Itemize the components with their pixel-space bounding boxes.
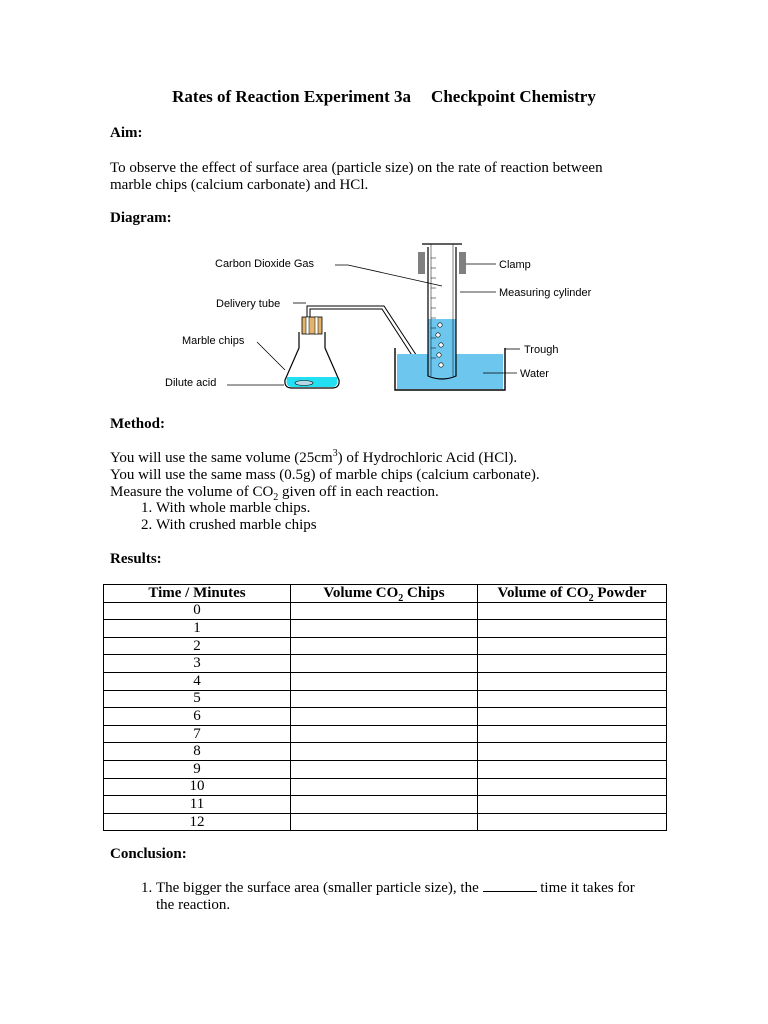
powder-volume-cell[interactable] <box>478 796 667 814</box>
time-cell: 3 <box>104 655 291 673</box>
results-table <box>103 584 667 831</box>
chips-volume-cell[interactable] <box>291 655 478 673</box>
method-line-1: You will use the same volume $(25cm^3)$ of Hydrochloric Acid (HCl). <box>110 448 518 466</box>
aim-text <box>110 160 670 194</box>
time-cell: 0 <box>104 602 291 620</box>
time-cell: 5 <box>104 690 291 708</box>
aim-line-1: To observe the effect of surface area (particle size) on the rate of reaction between <box>110 160 603 176</box>
powder-volume-cell[interactable] <box>478 708 667 726</box>
label-delivery-tube: Delivery tube <box>216 298 281 310</box>
method-heading: Method: <box>110 416 165 432</box>
method-line-2: You will use the same mass (0.5g) of marble chips (calcium carbonate). <box>110 467 540 483</box>
powder-volume-cell[interactable] <box>478 690 667 708</box>
time-cell: 1 <box>104 620 291 638</box>
label-clamp: Clamp <box>499 259 531 271</box>
time-cell: 12 <box>104 813 291 831</box>
chips-volume-cell[interactable] <box>291 778 478 796</box>
powder-volume-cell[interactable] <box>478 602 667 620</box>
time-cell: 7 <box>104 725 291 743</box>
table-row <box>104 672 667 690</box>
chips-volume-cell[interactable] <box>291 725 478 743</box>
table-row <box>104 760 667 778</box>
powder-volume-cell[interactable] <box>478 655 667 673</box>
label-dilute-acid: Dilute acid <box>165 377 217 389</box>
powder-volume-cell[interactable] <box>478 725 667 743</box>
conclusion-list <box>110 879 635 914</box>
time-cell: 8 <box>104 743 291 761</box>
method-steps <box>110 500 317 534</box>
label-water: Water <box>520 368 549 380</box>
chips-volume-cell[interactable] <box>291 708 478 726</box>
results-heading: Results: <box>110 551 162 567</box>
time-cell: 4 <box>104 672 291 690</box>
method-step: 2. With crushed marble chips <box>156 517 317 534</box>
col-volume-powder: Volume of $CO_2$ Powder <box>478 585 667 603</box>
aim-line-2: marble chips (calcium carbonate) and HCl. <box>110 177 369 193</box>
chips-volume-cell[interactable] <box>291 602 478 620</box>
chips-volume-cell[interactable] <box>291 760 478 778</box>
clamp-right <box>459 252 466 274</box>
aim-heading: Aim: <box>110 125 143 141</box>
table-row <box>104 620 667 638</box>
time-cell: 10 <box>104 778 291 796</box>
method-text <box>110 450 670 501</box>
powder-volume-cell[interactable] <box>478 813 667 831</box>
label-marble-chips: Marble chips <box>182 335 245 347</box>
marble-chips-shape <box>295 381 313 386</box>
chips-volume-cell[interactable] <box>291 796 478 814</box>
clamp-left <box>418 252 425 274</box>
label-measuring-cylinder: Measuring cylinder <box>499 287 592 299</box>
page-title <box>0 88 768 105</box>
answer-blank[interactable] <box>483 879 537 892</box>
label-trough: Trough <box>524 344 559 356</box>
table-row <box>104 796 667 814</box>
table-row <box>104 743 667 761</box>
method-line-3: Measure the volume of $CO_2$ given off in each reaction. <box>110 484 439 503</box>
time-cell: 9 <box>104 760 291 778</box>
chips-volume-cell[interactable] <box>291 620 478 638</box>
powder-volume-cell[interactable] <box>478 760 667 778</box>
powder-volume-cell[interactable] <box>478 743 667 761</box>
table-row <box>104 690 667 708</box>
chips-volume-cell[interactable] <box>291 690 478 708</box>
table-row <box>104 725 667 743</box>
table-header-row <box>104 585 667 603</box>
time-cell: 2 <box>104 637 291 655</box>
powder-volume-cell[interactable] <box>478 620 667 638</box>
chips-volume-cell[interactable] <box>291 672 478 690</box>
table-row <box>104 708 667 726</box>
powder-volume-cell[interactable] <box>478 778 667 796</box>
chips-volume-cell[interactable] <box>291 743 478 761</box>
apparatus-diagram <box>160 238 610 398</box>
time-cell: 11 <box>104 796 291 814</box>
col-time: Time / Minutes <box>104 585 291 603</box>
conical-flask <box>285 317 339 388</box>
table-row <box>104 637 667 655</box>
chips-volume-cell[interactable] <box>291 637 478 655</box>
chips-volume-cell[interactable] <box>291 813 478 831</box>
table-row <box>104 813 667 831</box>
table-row <box>104 655 667 673</box>
label-co2-gas: Carbon Dioxide Gas <box>215 258 315 270</box>
col-volume-chips: Volume $CO_2$ Chips <box>291 585 478 603</box>
powder-volume-cell[interactable] <box>478 672 667 690</box>
powder-volume-cell[interactable] <box>478 637 667 655</box>
diagram-heading: Diagram: <box>110 210 172 226</box>
conclusion-item: 1. The bigger the surface area (smaller particle size), the time it takes for the reaction. <box>156 879 635 914</box>
stopper <box>302 317 322 334</box>
table-row <box>104 778 667 796</box>
time-cell: 6 <box>104 708 291 726</box>
title-course: Checkpoint Chemistry <box>431 87 596 106</box>
table-row <box>104 602 667 620</box>
method-step: 1. With whole marble chips. <box>156 500 317 517</box>
conclusion-heading: Conclusion: <box>110 846 187 862</box>
title-experiment: Rates of Reaction Experiment 3a <box>172 87 412 106</box>
